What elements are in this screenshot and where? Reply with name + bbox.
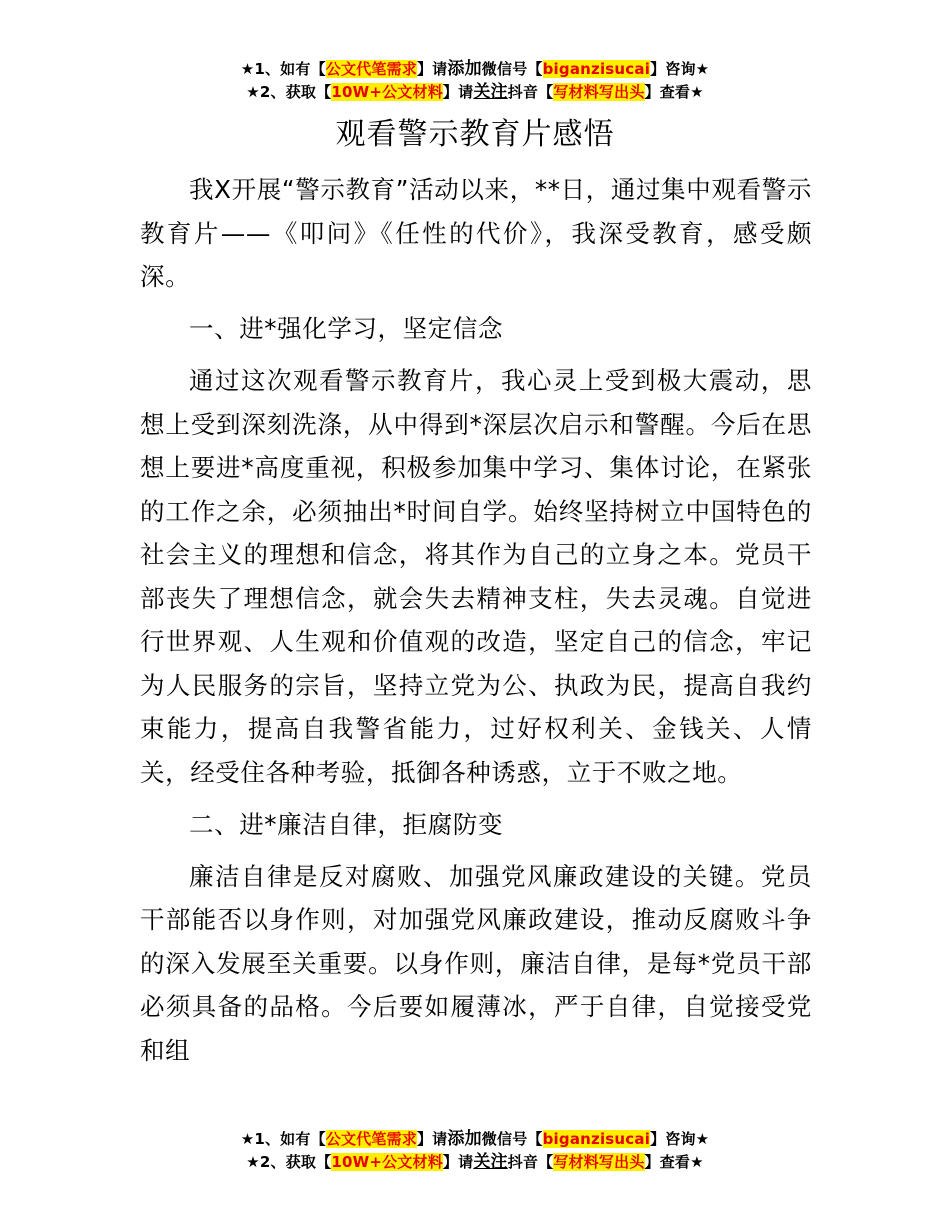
banner-text: 微信号【 [481, 1130, 543, 1148]
banner-text: 】请 [442, 1153, 474, 1171]
banner-text: 】查看★ [644, 1153, 704, 1171]
banner-text: 】请 [416, 60, 448, 78]
paragraph-section-2: 廉洁自律是反对腐败、加强党风廉政建设的关键。党员干部能否以身作则，对加强党风廉政建设，推动反腐败斗争的深入发展至关重要。以身作则，廉洁自律，是每*党员干部必须具备的品格。今后要如履薄冰，严于自律，自觉接受党和组 [140, 861, 812, 1065]
highlight-materials: 10W+公文材料 [331, 1153, 443, 1171]
highlight-wechat-id: biganzisucai [542, 1130, 651, 1148]
highlight-materials: 10W+公文材料 [331, 83, 443, 101]
emphasis-add: 添加 [447, 59, 482, 79]
emphasis-follow: 关注 [473, 82, 508, 102]
emphasis-add: 添加 [447, 1129, 482, 1149]
paragraph-section-1: 通过这次观看警示教育片，我心灵上受到极大震动，思想上受到深刻洗涤，从中得到*深层次启示和警醒。今后在思想上要进*高度重视，积极参加集中学习、集体讨论，在紧张的工作之余，必须抽出*时间自学。始终坚持树立中国特色的社会主义的理想和信念，将其作为自己的立身之本。党员干部丧失了理想信念，就会失去精神支柱，失去灵魂。自觉进行世界观、人生观和价值观的改造，坚定自己的信念，牢记为人民服务的宗旨，坚持立党为公、执政为民，提高自我约束能力，提高自我警省能力，过好权利关、金钱关、人情关，经受住各种考验，抵御各种诱惑，立于不败之地。 [140, 366, 812, 787]
footer-banner [0, 1128, 950, 1174]
banner-text: ★1、如有【 [240, 1130, 326, 1148]
banner-text: 】请 [442, 83, 474, 101]
banner-text: ★2、获取【 [246, 1153, 332, 1171]
highlight-service: 公文代笔需求 [325, 60, 417, 78]
banner-text: 】咨询★ [650, 60, 710, 78]
section-heading-2: 二、进*廉洁自律，拒腐防变 [189, 809, 504, 839]
highlight-wechat-id: biganzisucai [542, 60, 651, 78]
highlight-service: 公文代笔需求 [325, 1130, 417, 1148]
banner-line-consult [0, 1128, 950, 1151]
document-title: 观看警示教育片感悟 [335, 117, 615, 152]
paragraph-intro: 我X开展“警示教育”活动以来，**日，通过集中观看警示教育片——《叩问》《任性的代价》，我深受教育，感受颇深。 [140, 175, 812, 291]
banner-text: 抖音【 [507, 83, 554, 101]
banner-text: ★1、如有【 [240, 60, 326, 78]
banner-text: 抖音【 [507, 1153, 554, 1171]
section-heading-1: 一、进*强化学习，坚定信念 [189, 314, 504, 343]
banner-text: 微信号【 [481, 60, 543, 78]
document-body [140, 168, 812, 1081]
highlight-douyin-id: 写材料写出头 [553, 83, 645, 101]
banner-line-materials [0, 1151, 950, 1174]
banner-text: 】查看★ [644, 83, 704, 101]
banner-text: 】咨询★ [650, 1130, 710, 1148]
banner-line-materials [0, 81, 950, 104]
banner-line-consult [0, 58, 950, 81]
banner-text: ★2、获取【 [246, 83, 332, 101]
emphasis-follow: 关注 [473, 1152, 508, 1172]
highlight-douyin-id: 写材料写出头 [553, 1153, 645, 1171]
banner-text: 】请 [416, 1130, 448, 1148]
header-banner [0, 58, 950, 104]
